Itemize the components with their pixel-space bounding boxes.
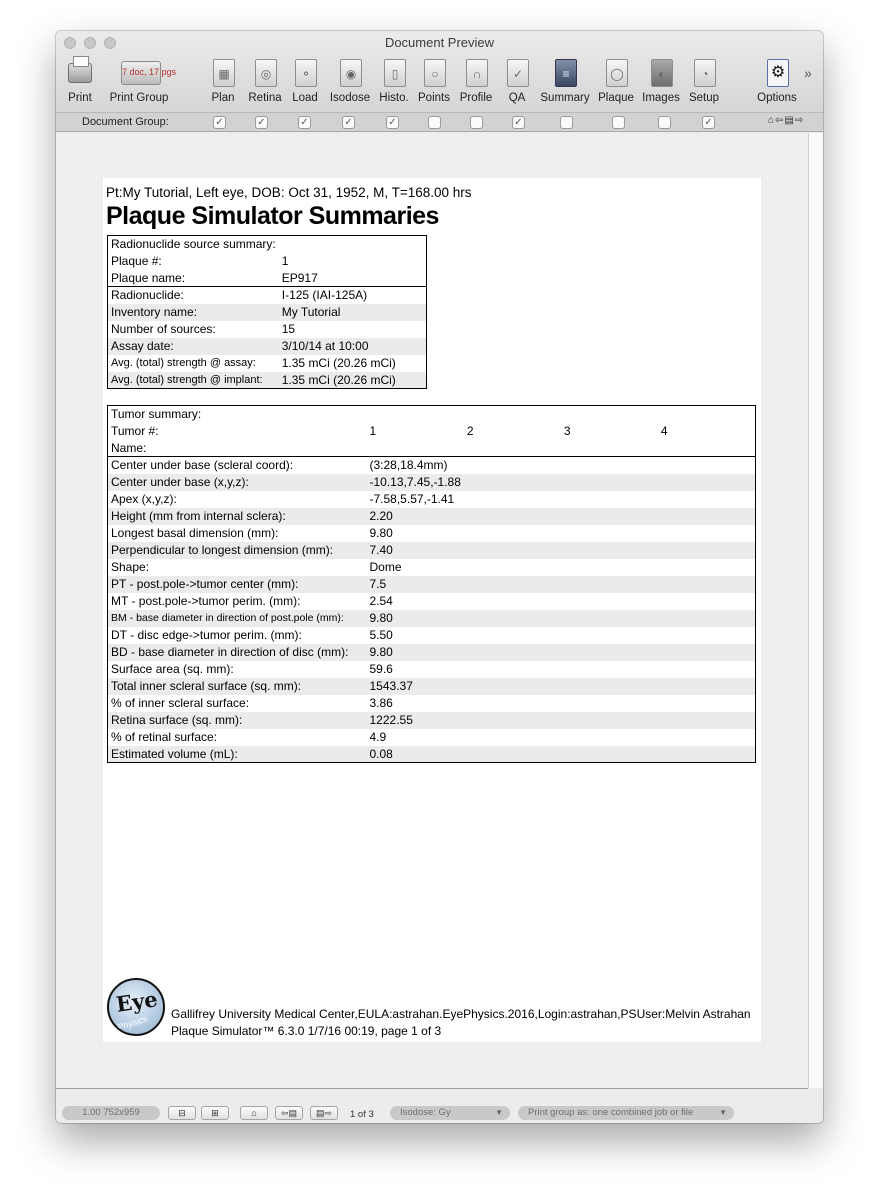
page-count: 1 of 3 [350,1109,374,1120]
source-row: Radionuclide: I-125 (IAI-125A) [108,287,427,304]
options-button[interactable]: ⚙ Options [755,57,799,107]
tumor-row: DT - disc edge->tumor perim. (mm): 5.50 [111,628,393,642]
tumor-row: Estimated volume (mL): 0.08 [108,746,756,763]
chevron-down-icon: ▼ [719,1108,727,1117]
vertical-scrollbar[interactable] [808,133,823,1088]
document-group-bar [56,112,823,132]
tumor-row: % of retinal surface: 4.9 [111,730,387,744]
print-group-button[interactable]: 7 doc, 17 pgs Print Group [108,57,170,107]
tumor-row: Retina surface (sq. mm): 1222.55 [108,712,756,729]
source-row: Plaque name: EP917 [111,270,318,285]
source-row: Assay date: 3/10/14 at 10:00 [108,338,427,355]
print-button[interactable]: Print [64,57,96,107]
document-group-label: Document Group: [82,116,169,128]
group-checkbox[interactable] [560,116,573,129]
tumor-row: Center under base (x,y,z): -10.13,7.45,-1.88 [108,474,756,491]
tumor-title-row: Tumor summary: [111,407,202,422]
images-button[interactable]: ◐ Images [641,57,681,107]
isodose-units-dropdown[interactable]: Isodose: Gy ▼ [390,1106,510,1120]
tumor-row: PT - post.pole->tumor center (mm): 7.5 [108,576,756,593]
previous-page-button[interactable]: ⇦▤ [275,1106,303,1120]
profile-icon: ∩ [466,59,488,87]
tumor-row: BD - base diameter in direction of disc (mm): 9.80 [108,644,756,661]
group-checkbox[interactable]: ✓ [298,116,311,129]
preview-divider [56,1088,808,1089]
plan-icon: ▦ [213,59,235,87]
titlebar [56,31,823,112]
tumor-row: Apex (x,y,z): -7.58,5.57,-1.41 [111,492,455,506]
home-page-button[interactable]: ⌂ [240,1106,268,1120]
zoom-readout: 1.00 752x959 [62,1106,160,1120]
source-summary-table [107,235,427,389]
histogram-icon: ▯ [384,59,406,87]
group-checkbox[interactable]: ✓ [342,116,355,129]
plan-button[interactable]: ▦ Plan [207,57,239,107]
print-group-icon: 7 doc, 17 pgs [121,61,161,85]
source-row: Avg. (total) strength @ assay: 1.35 mCi (20.26 mCi) [111,356,396,370]
group-checkbox[interactable]: ✓ [386,116,399,129]
chevron-down-icon: ▼ [495,1108,503,1117]
eyephysics-logo: Eye Physics [107,978,165,1036]
tumor-row: Perpendicular to longest dimension (mm): 7.40 [108,542,756,559]
tumor-row: Surface area (sq. mm): 59.6 [111,662,393,676]
group-checkbox[interactable] [470,116,483,129]
summary-button[interactable]: ≡ Summary [540,57,590,107]
source-row: Radionuclide source summary: [111,237,276,252]
retina-button[interactable]: ◎ Retina [246,57,284,107]
group-checkbox[interactable]: ✓ [512,116,525,129]
print-group-mode-dropdown[interactable]: Print group as: one combined job or file ▼ [518,1106,734,1120]
page-title: Plaque Simulator Summaries [106,202,439,230]
group-checkbox[interactable] [612,116,625,129]
setup-button[interactable]: ◔ Setup [686,57,722,107]
options-gear-icon: ⚙ [767,59,789,87]
printer-icon [68,63,92,83]
tumor-row: Longest basal dimension (mm): 9.80 [111,526,393,540]
plaque-icon: ◯ [606,59,628,87]
profile-button[interactable]: ∩ Profile [458,57,494,107]
tumor-number-cell: 4 [660,424,668,438]
load-button[interactable]: ⚬ Load [290,57,320,107]
tumor-row: Total inner scleral surface (sq. mm): 1543.37 [108,678,756,695]
source-row: Inventory name: My Tutorial [108,304,427,321]
group-checkbox[interactable]: ✓ [255,116,268,129]
source-row: Avg. (total) strength @ implant: 1.35 mCi (20.26 mCi) [108,372,427,389]
footer-version-line: Plaque Simulator™ 6.3.0 1/7/16 00:19, page 1 of 3 [171,1024,442,1038]
toolbar-overflow-icon[interactable]: » [804,65,812,81]
zoom-in-button[interactable]: ⊞ [201,1106,229,1120]
tumor-row: Shape: Dome [111,560,402,574]
preview-area[interactable] [56,133,808,1088]
tumor-summary-table [107,405,756,763]
plaque-button[interactable]: ◯ Plaque [597,57,635,107]
tumor-number-cell: 1 [369,424,377,438]
qa-icon: ✓ [507,59,529,87]
patient-line: Pt:My Tutorial, Left eye, DOB: Oct 31, 1952, M, T=168.00 hrs [106,185,472,200]
source-row: Plaque #: 1 [111,254,289,268]
status-bar [56,1103,823,1123]
document-page [103,178,761,1042]
setup-icon: ◔ [694,59,716,87]
load-icon: ⚬ [295,59,317,87]
group-checkbox[interactable] [428,116,441,129]
tumor-row: BM - base diameter in direction of post.pole (mm): 9.80 [108,610,756,627]
group-checkbox[interactable]: ✓ [213,116,226,129]
tumor-number-row: Tumor #: 1 2 3 4 [108,423,756,440]
tumor-row: MT - post.pole->tumor perim. (mm): 2.54 [111,594,393,608]
tumor-number-cell: 3 [563,424,571,438]
group-nav-buttons[interactable]: ⌂⇦▤⇨ [768,115,805,126]
tumor-row: % of inner scleral surface: 3.86 [111,696,393,710]
source-row: Number of sources: 15 [111,322,296,336]
tumor-row: Center under base (scleral coord): (3:28,18.4mm) [108,457,756,474]
group-checkbox[interactable] [658,116,671,129]
qa-button[interactable]: ✓ QA [503,57,531,107]
tumor-name-row: Name: [111,440,147,455]
isodose-icon: ◉ [340,59,362,87]
tumor-number-cell: 2 [466,424,474,438]
points-button[interactable]: ○ Points [417,57,451,107]
footer-license-line: Gallifrey University Medical Center,EULA:astrahan.EyePhysics.2016,Login:astrahan,PSUser:Melvin Astrahan [171,1007,751,1021]
next-page-button[interactable]: ▤⇨ [310,1106,338,1120]
window-title: Document Preview [384,35,495,50]
group-checkbox[interactable]: ✓ [702,116,715,129]
images-icon: ◐ [651,59,673,87]
histo-button[interactable]: ▯ Histo. [377,57,411,107]
tumor-row: Height (mm from internal sclera): 2.20 [108,508,756,525]
retina-icon: ◎ [255,59,277,87]
points-icon: ○ [424,59,446,87]
zoom-out-button[interactable]: ⊟ [168,1106,196,1120]
isodose-button[interactable]: ◉ Isodose [328,57,372,107]
document-preview-window [56,31,823,1123]
summary-icon: ≡ [555,59,577,87]
